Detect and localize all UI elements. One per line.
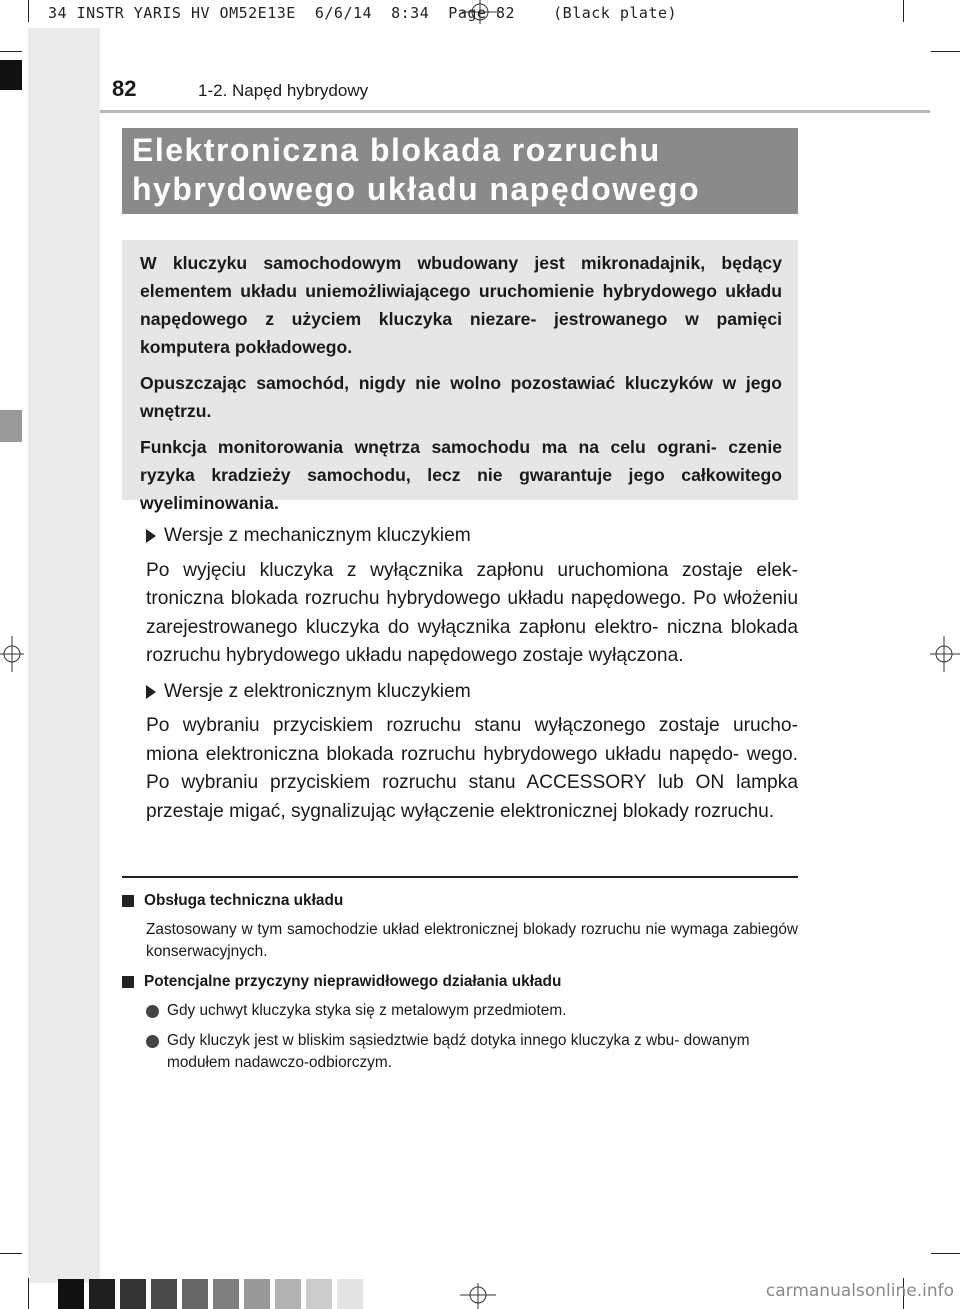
page-title-line-1: Elektroniczna blokada rozruchu <box>132 132 661 168</box>
maintenance-note-text: Zastosowany w tym samochodzie układ elektronicznej blokady rozruchu nie wymaga zabiegów konserwacyjnych. <box>146 921 798 960</box>
triangle-bullet-icon <box>146 529 156 543</box>
causes-note-heading-text: Potencjalne przyczyny nieprawidłowego działania układu <box>144 973 562 990</box>
color-swatch <box>337 1279 363 1309</box>
causes-note-heading <box>122 971 798 993</box>
page-number: 82 <box>112 76 137 101</box>
page-title-box <box>122 128 798 214</box>
list-item <box>122 1000 798 1022</box>
triangle-bullet-icon <box>146 685 156 699</box>
electronic-key-paragraph: Po wybraniu przyciskiem rozruchu stanu wyłączonego zostaje urucho- miona elektroniczna blokada rozruchu hybrydowego układu napędo- wego. Po wybraniu przyciskiem rozruchu stanu ACCESSORY lub ON lampka przestaje migać, sygnalizując wyłączenie elektronicznej blokady rozruchu. <box>146 715 798 822</box>
intro-paragraph: Opuszczając samochód, nigdy nie wolno pozostawiać kluczyków w jego wnętrzu. <box>140 373 782 421</box>
color-swatch <box>306 1279 332 1309</box>
mechanical-key-heading-text: Wersje z mechanicznym kluczykiem <box>164 525 471 546</box>
round-bullet-icon <box>146 1005 159 1018</box>
registration-mark-icon <box>930 634 960 674</box>
watermark: carmanualsonline.info <box>765 1281 954 1301</box>
intro-paragraph: W kluczyku samochodowym wbudowany jest mikronadajnik, będący elementem układu uniemożliwiającego uruchomienie hybrydowego układu napędowego z użyciem kluczyka niezare- jestrowanego w pamięci komputera pokładowego. <box>140 253 782 357</box>
intro-paragraph: Funkcja monitorowania wnętrza samochodu ma na celu ograni- czenie ryzyka kradzieży samochodu, lecz nie gwarantuje jego całkowitego wyeliminowania. <box>140 437 782 513</box>
crop-mark <box>0 51 22 52</box>
crop-mark <box>903 0 904 22</box>
square-bullet-icon <box>122 976 134 988</box>
round-bullet-icon <box>146 1035 159 1048</box>
crop-mark <box>28 1278 29 1309</box>
mechanical-key-paragraph: Po wyjęciu kluczyka z wyłącznika zapłonu uruchomiona zostaje elek- troniczna blokada rozruchu hybrydowego układu napędowego. Po włożeniu zarejestrowanego kluczyka do wyłącznika zapłonu elektro- niczna blokada rozruchu hybrydowego układu napędowego zostaje wyłączona. <box>146 559 798 666</box>
crop-mark <box>931 51 960 52</box>
maintenance-note-heading-text: Obsługa techniczna układu <box>144 892 344 909</box>
mechanical-key-heading <box>146 522 798 551</box>
crop-mark <box>28 0 29 22</box>
electronic-key-heading-text: Wersje z elektronicznym kluczykiem <box>164 680 471 702</box>
page-side-band <box>28 28 100 1283</box>
color-swatch <box>244 1279 270 1309</box>
square-bullet-icon <box>122 895 134 907</box>
color-swatch <box>275 1279 301 1309</box>
cause-item-text: Gdy kluczyk jest w bliskim sąsiedztwie bądź dotyka innego kluczyka z wbu- dowanym modułem nadawczo-odbiorczym. <box>167 1032 750 1071</box>
body-content <box>146 522 798 833</box>
header-divider <box>100 110 930 113</box>
crop-mark <box>0 1253 22 1254</box>
color-swatch <box>120 1279 146 1309</box>
list-item <box>122 1030 798 1074</box>
color-swatch <box>89 1279 115 1309</box>
color-control-strip <box>58 1279 363 1309</box>
page-title-line-2: hybrydowego układu napędowego <box>132 171 700 207</box>
color-swatch <box>58 1279 84 1309</box>
crop-mark <box>931 1253 960 1254</box>
notes-section <box>122 890 798 1082</box>
chapter-index-tab <box>0 410 22 442</box>
color-swatch <box>182 1279 208 1309</box>
registration-mark-icon <box>0 634 24 674</box>
maintenance-note-heading <box>122 890 798 912</box>
intro-summary-box <box>122 240 798 513</box>
color-swatch <box>151 1279 177 1309</box>
notes-divider <box>122 876 798 878</box>
registration-mark-icon <box>458 1283 498 1309</box>
color-swatch <box>213 1279 239 1309</box>
printer-slug: 34 INSTR YARIS HV OM52E13E 6/6/14 8:34 Page 82 (Black plate) <box>48 4 678 22</box>
section-title: 1-2. Napęd hybrydowy <box>198 81 369 100</box>
electronic-key-heading <box>146 678 798 707</box>
cause-item-text: Gdy uchwyt kluczyka styka się z metalowym przedmiotem. <box>167 1002 567 1019</box>
thumb-index-tab <box>0 60 22 90</box>
